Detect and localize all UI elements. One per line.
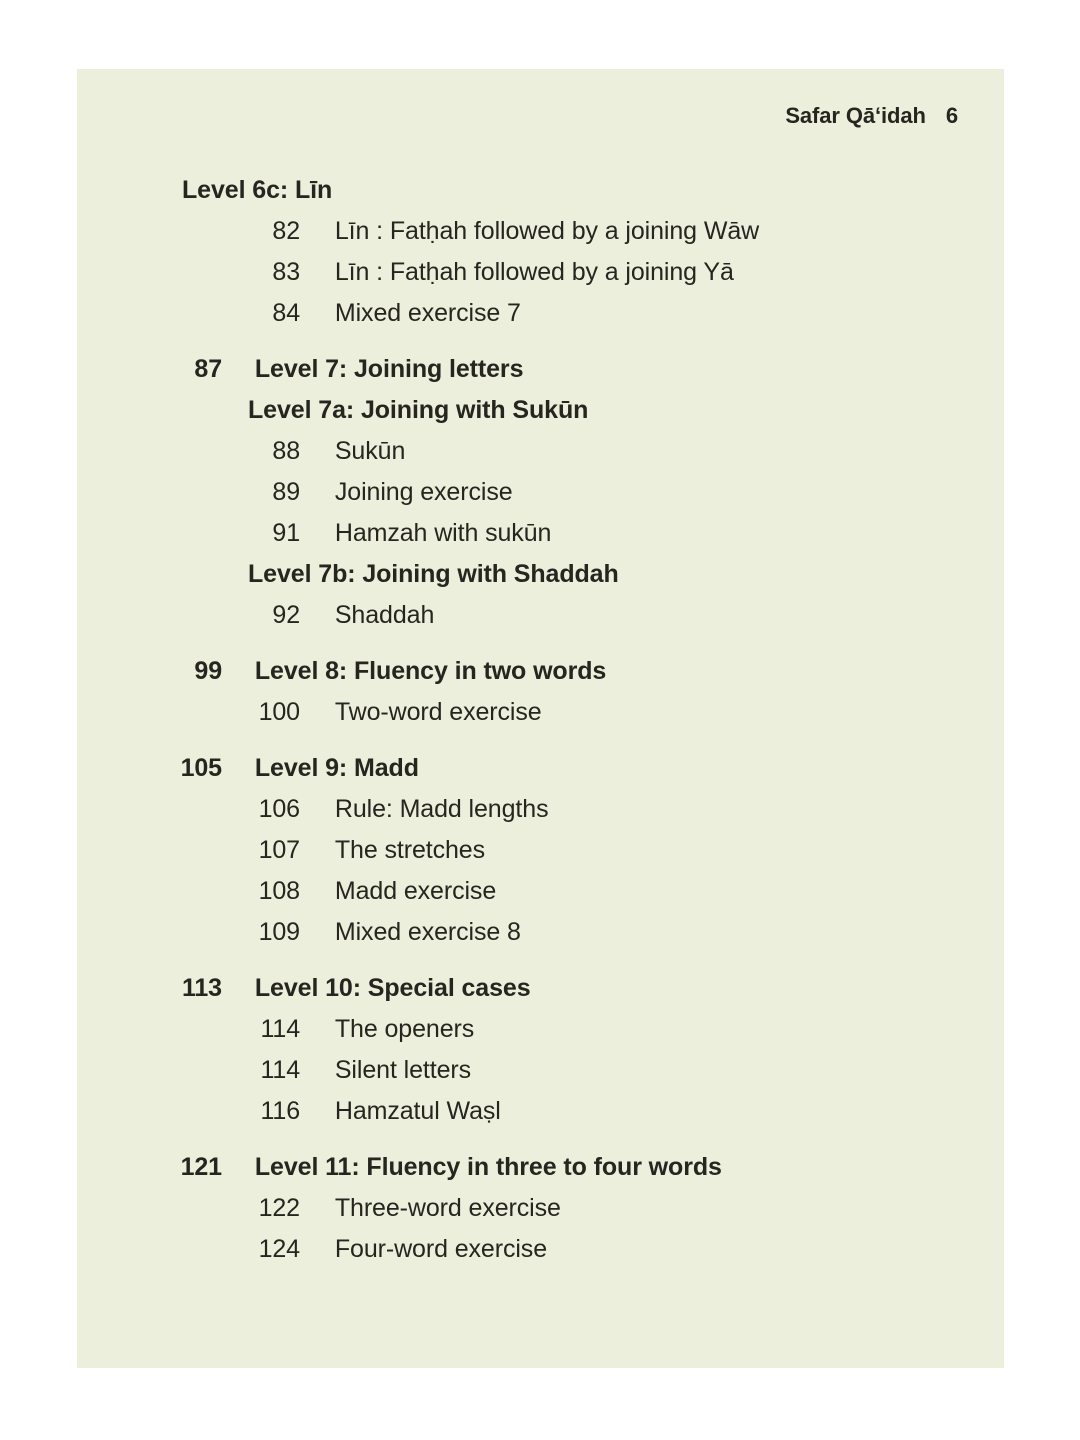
toc-entry-page-number: 88 (272, 437, 300, 465)
toc-entry-page-number: 82 (272, 217, 300, 245)
toc-entry-page-number: 91 (272, 519, 300, 547)
running-head (785, 103, 958, 129)
toc-entry-row (77, 211, 1004, 252)
toc-entry-label: Silent letters (334, 1056, 472, 1084)
toc-subheading (77, 170, 1004, 211)
toc-entry-row (77, 252, 1004, 293)
toc-entry-label: Hamzah with sukūn (334, 519, 552, 547)
toc-entry-label: Rule: Madd lengths (334, 795, 549, 823)
toc-entry-label: Hamzatul Waṣl (334, 1097, 501, 1125)
running-head-page-number: 6 (945, 103, 958, 128)
toc-subheading-label: Level 7a: Joining with Sukūn (248, 396, 589, 424)
toc-entry-label: Madd exercise (334, 877, 497, 905)
toc-entry-label: Līn : Fatḥah followed by a joining Wāw (334, 217, 760, 245)
table-of-contents (77, 170, 1004, 1270)
toc-section-label: Level 10: Special cases (254, 974, 531, 1002)
toc-section-label: Level 7: Joining letters (254, 355, 524, 383)
toc-entry-row (77, 513, 1004, 554)
toc-entry-label: Mixed exercise 8 (334, 918, 521, 946)
toc-section-page-number: 113 (181, 974, 222, 1002)
toc-entry-label: Joining exercise (334, 478, 513, 506)
toc-entry-page-number: 106 (258, 795, 300, 823)
toc-section-row (77, 1147, 1004, 1188)
toc-entry-row (77, 871, 1004, 912)
toc-section-label: Level 9: Madd (254, 754, 419, 782)
toc-section-page-number: 121 (180, 1153, 222, 1181)
toc-entry-row (77, 595, 1004, 636)
toc-entry-label: Two-word exercise (334, 698, 542, 726)
toc-entry-label: Sukūn (334, 437, 406, 465)
toc-subheading-label: Level 6c: Līn (182, 176, 333, 204)
toc-subheading-label: Level 7b: Joining with Shaddah (248, 560, 619, 588)
toc-entry-row (77, 1229, 1004, 1270)
toc-section-label: Level 8: Fluency in two words (254, 657, 607, 685)
toc-entry-row (77, 293, 1004, 334)
toc-entry-label: Mixed exercise 7 (334, 299, 521, 327)
toc-section-row (77, 651, 1004, 692)
toc-section-page-number: 99 (194, 657, 222, 685)
running-head-title: Safar Qā‘idah (785, 103, 926, 128)
toc-entry-row (77, 789, 1004, 830)
toc-section-row (77, 349, 1004, 390)
toc-entry-label: Four-word exercise (334, 1235, 548, 1263)
toc-section-page-number: 105 (180, 754, 222, 782)
toc-section-label: Level 11: Fluency in three to four words (254, 1153, 722, 1181)
toc-entry-page-number: 100 (258, 698, 300, 726)
toc-entry-page-number: 116 (260, 1097, 300, 1125)
toc-entry-row (77, 692, 1004, 733)
book-page (77, 69, 1004, 1368)
toc-entry-page-number: 107 (258, 836, 300, 864)
toc-entry-page-number: 114 (260, 1015, 300, 1043)
toc-entry-label: Shaddah (334, 601, 435, 629)
toc-subheading (77, 390, 1004, 431)
toc-entry-row (77, 1188, 1004, 1229)
toc-section-page-number: 87 (194, 355, 222, 383)
toc-entry-page-number: 108 (258, 877, 300, 905)
toc-entry-label: Līn : Fatḥah followed by a joining Yā (334, 258, 734, 286)
toc-entry-page-number: 124 (258, 1235, 300, 1263)
toc-entry-page-number: 92 (272, 601, 300, 629)
toc-entry-row (77, 1091, 1004, 1132)
toc-entry-page-number: 114 (260, 1056, 300, 1084)
toc-section-row (77, 968, 1004, 1009)
toc-entry-row (77, 1050, 1004, 1091)
toc-entry-row (77, 1009, 1004, 1050)
toc-entry-page-number: 83 (272, 258, 300, 286)
toc-section-row (77, 748, 1004, 789)
toc-entry-page-number: 89 (272, 478, 300, 506)
toc-entry-row (77, 431, 1004, 472)
toc-entry-page-number: 109 (258, 918, 300, 946)
toc-subheading (77, 554, 1004, 595)
toc-entry-label: Three-word exercise (334, 1194, 561, 1222)
toc-entry-row (77, 912, 1004, 953)
toc-entry-label: The openers (334, 1015, 475, 1043)
toc-entry-label: The stretches (334, 836, 486, 864)
toc-entry-row (77, 472, 1004, 513)
toc-entry-page-number: 84 (272, 299, 300, 327)
toc-entry-page-number: 122 (258, 1194, 300, 1222)
toc-entry-row (77, 830, 1004, 871)
